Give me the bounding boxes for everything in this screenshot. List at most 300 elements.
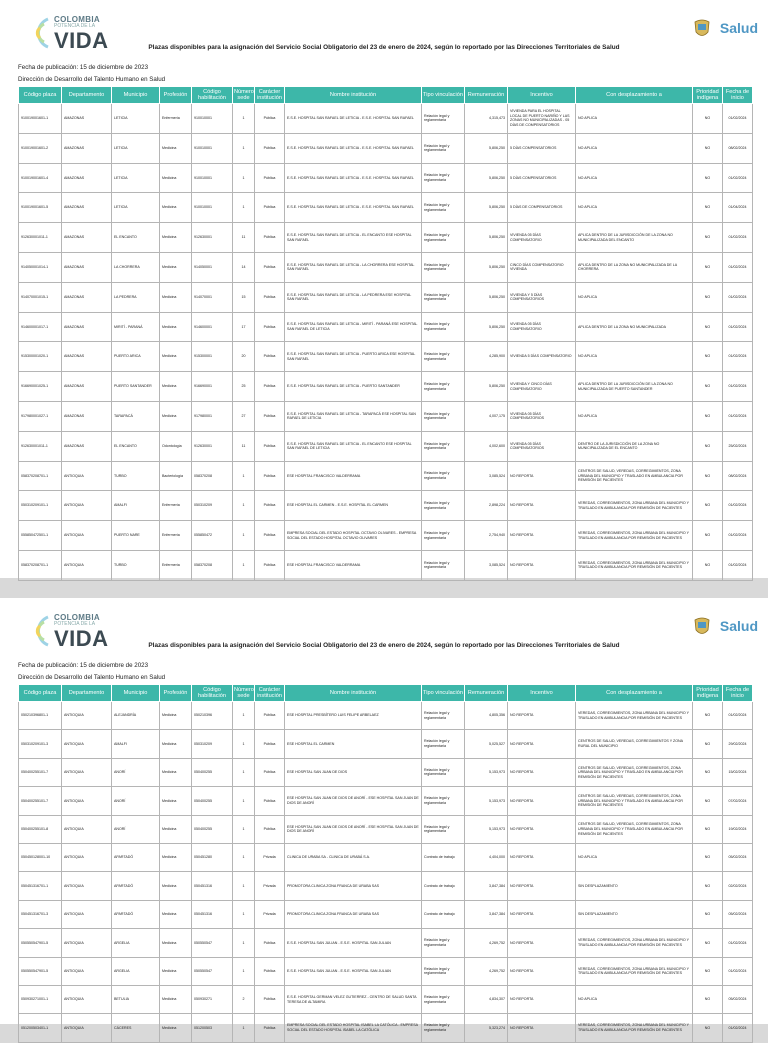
cell-municipality: PUERTO NARE [112, 521, 160, 551]
column-header-site: Número sede [233, 87, 255, 104]
cell-start: 01/02/2024 [723, 1014, 753, 1042]
cell-character: Pública [255, 929, 285, 957]
cell-profession: Medicina [160, 1014, 192, 1042]
cell-code: 912630001011-1 [19, 223, 62, 253]
cell-character: Pública [255, 702, 285, 730]
cell-start: 05/02/2024 [723, 985, 753, 1013]
cell-code: 051200503401-1 [19, 1014, 62, 1042]
table-row [19, 758, 753, 786]
cell-travel: NO APLICA [576, 985, 693, 1013]
cell-institution: ESE HOSPITAL SAN JUAN DE DIOS [285, 758, 422, 786]
cell-salary: 4,805,356 [465, 702, 508, 730]
table-row [19, 461, 753, 491]
cell-character: Pública [255, 282, 285, 312]
cell-character: Pública [255, 372, 285, 402]
cell-salary: 4,269,752 [465, 957, 508, 985]
table-row [19, 985, 753, 1013]
cell-salary: 5,806,250 [465, 133, 508, 163]
table-row [19, 104, 753, 134]
cell-travel: VEREDAS, CORREGIMIENTOS, ZONA URBANA DEL MUNICIPIO Y TRASLADO EN AMBULANCIA POR REMISIÓN DE PACIENTES [576, 957, 693, 985]
cell-site: 1 [233, 550, 255, 580]
cell-indigenous: NO [693, 431, 723, 461]
cell-travel: NO APLICA [576, 843, 693, 871]
cell-code: 058370208701-1 [19, 461, 62, 491]
cell-salary: 5,323,274 [465, 1014, 508, 1042]
cell-department: AMAZONAS [62, 133, 112, 163]
column-header-department: Departamento [62, 685, 112, 702]
cell-contract: Relación legal y reglamentaria [422, 372, 465, 402]
cell-travel: APLICA DENTRO DE LA ZONA NO MUNICIPALIZADA DE LA CHORRERA [576, 252, 693, 282]
cell-municipality: PUERTO ARICA [112, 342, 160, 372]
cell-start: 15/02/2024 [723, 758, 753, 786]
cell-department: ANTIOQUIA [62, 872, 112, 900]
cell-site: 1 [233, 133, 255, 163]
column-header-travel: Con desplazamiento a [576, 685, 693, 702]
cell-salary: 4,269,752 [465, 929, 508, 957]
cell-code: 058370208701-1 [19, 550, 62, 580]
cell-salary: 3,847,384 [465, 900, 508, 928]
column-header-code: Código plaza [19, 87, 62, 104]
cell-indigenous: NO [693, 787, 723, 815]
cell-profession: Enfermería [160, 550, 192, 580]
logo-arcs-icon [22, 16, 52, 50]
table-row [19, 342, 753, 372]
cell-salary: 4,285,900 [465, 342, 508, 372]
cell-institution: E.S.E. HOSPITAL SAN RAFAEL DE LETICIA - TARAPACÁ ESE HOSPITAL SAN RAFAEL DE LETICIA [285, 401, 422, 431]
cell-character: Pública [255, 815, 285, 843]
logo-text-potencia: POTENCIA DE LA [54, 23, 96, 29]
table-row [19, 843, 753, 871]
cell-department: ANTIOQUIA [62, 815, 112, 843]
column-header-salary: Remuneración [465, 685, 508, 702]
cell-institution: ESE HOSPITAL FRANCISCO VALDERRAMA [285, 550, 422, 580]
table-row [19, 491, 753, 521]
cell-code: 910019001601-5 [19, 193, 62, 223]
vacancies-table [18, 684, 753, 1043]
cell-indigenous: NO [693, 985, 723, 1013]
cell-indigenous: NO [693, 550, 723, 580]
cell-character: Pública [255, 342, 285, 372]
cell-indigenous: NO [693, 133, 723, 163]
cell-site: 1 [233, 521, 255, 551]
logo-text-vida: VIDA [54, 28, 109, 53]
cell-site: 2 [233, 985, 255, 1013]
cell-incentive: NO REPORTA [508, 872, 576, 900]
logo-text-colombia: COLOMBIA [54, 613, 100, 622]
cell-incentive: CINCO DÍAS COMPENSATORIO VIVIENDA [508, 252, 576, 282]
cell-site: 1 [233, 104, 255, 134]
cell-indigenous: NO [693, 163, 723, 193]
cell-institution: ESE HOSPITAL SAN JUAN DE DIOS DE ANORÍ - ESE HOSPITAL SAN JUAN DE DIOS DE ANORÍ [285, 787, 422, 815]
cell-habilitation: 914600001 [192, 312, 233, 342]
issuing-office: Dirección de Desarrollo del Talento Humano en Salud [18, 674, 166, 681]
cell-salary: 4,002,600 [465, 431, 508, 461]
cell-municipality: LETICIA [112, 133, 160, 163]
cell-start: 01/02/2024 [723, 401, 753, 431]
page-header [0, 0, 768, 54]
cell-incentive: NO REPORTA [508, 1014, 576, 1042]
cell-salary: 4,007,175 [465, 401, 508, 431]
cell-contract: Relación legal y reglamentaria [422, 1014, 465, 1042]
cell-incentive: VIVIENDA 5 DÍAS COMPENSATORIO [508, 342, 576, 372]
cell-habilitation: 050310209 [192, 730, 233, 758]
cell-start: 01/02/2024 [723, 342, 753, 372]
cell-indigenous: NO [693, 372, 723, 402]
column-header-salary: Remuneración [465, 87, 508, 104]
cell-incentive: NO REPORTA [508, 957, 576, 985]
cell-indigenous: NO [693, 461, 723, 491]
cell-salary: 5,806,250 [465, 372, 508, 402]
cell-code: 914600001017-1 [19, 312, 62, 342]
cell-department: ANTIOQUIA [62, 730, 112, 758]
cell-indigenous: NO [693, 872, 723, 900]
cell-department: ANTIOQUIA [62, 758, 112, 786]
cell-contract: Relación legal y reglamentaria [422, 342, 465, 372]
cell-profession: Medicina [160, 342, 192, 372]
cell-indigenous: NO [693, 929, 723, 957]
cell-site: 1 [233, 929, 255, 957]
cell-site: 1 [233, 730, 255, 758]
cell-contract: Relación legal y reglamentaria [422, 957, 465, 985]
column-header-travel: Con desplazamiento a [576, 87, 693, 104]
cell-salary: 5,806,250 [465, 282, 508, 312]
cell-municipality: EL ENCANTO [112, 431, 160, 461]
cell-institution: ESE HOSPITAL SAN JUAN DE DIOS DE ANORÍ - ESE HOSPITAL SAN JUAN DE DIOS DE ANORÍ [285, 815, 422, 843]
cell-institution: ESE HOSPITAL EL CARMEN [285, 730, 422, 758]
cell-travel: CENTROS DE SALUD, VEREDAS, CORREGIMIENTOS, ZONA URBANA DEL MUNICIPIO Y TRASLADO EN AMBULANCIA POR REMISIÓN DE PACIENTES [576, 461, 693, 491]
cell-department: AMAZONAS [62, 104, 112, 134]
cell-code: 917980001027-1 [19, 401, 62, 431]
cell-profession: Medicina [160, 815, 192, 843]
cell-start: 01/02/2024 [723, 282, 753, 312]
cell-start: 02/02/2024 [723, 872, 753, 900]
cell-municipality: EL ENCANTO [112, 223, 160, 253]
coat-of-arms-icon [692, 18, 712, 40]
colombia-vida-logo [22, 14, 122, 54]
table-row [19, 929, 753, 957]
cell-incentive: NO REPORTA [508, 702, 576, 730]
cell-site: 1 [233, 900, 255, 928]
cell-profession: Medicina [160, 282, 192, 312]
cell-travel: CENTROS DE SALUD, VEREDAS, CORREGIMIENTOS Y ZONA RURAL DEL MUNICIPIO [576, 730, 693, 758]
cell-profession: Medicina [160, 193, 192, 223]
cell-habilitation: 050310209 [192, 491, 233, 521]
cell-incentive: NO REPORTA [508, 929, 576, 957]
cell-profession: Medicina [160, 957, 192, 985]
cell-profession: Medicina [160, 133, 192, 163]
column-header-start: Fecha de inicio [723, 685, 753, 702]
cell-salary: 5,806,250 [465, 312, 508, 342]
table-row [19, 282, 753, 312]
cell-start: 01/02/2024 [723, 702, 753, 730]
cell-travel: VEREDAS, CORREGIMIENTOS, ZONA URBANA DEL MUNICIPIO Y TRASLADO EN AMBULANCIA POR REMISIÓN DE PACIENTES [576, 1014, 693, 1042]
cell-salary: 5,806,250 [465, 223, 508, 253]
cell-incentive: NO REPORTA [508, 758, 576, 786]
cell-department: AMAZONAS [62, 163, 112, 193]
column-header-profession: Profesión [160, 685, 192, 702]
cell-site: 1 [233, 815, 255, 843]
column-header-institution: Nombre institución [285, 685, 422, 702]
table-row [19, 312, 753, 342]
cell-start: 01/02/2024 [723, 252, 753, 282]
table-row [19, 900, 753, 928]
cell-municipality: ANORÍ [112, 815, 160, 843]
cell-profession: Medicina [160, 985, 192, 1013]
cell-site: 14 [233, 252, 255, 282]
cell-salary: 3,085,524 [465, 461, 508, 491]
cell-indigenous: NO [693, 758, 723, 786]
column-header-profession: Profesión [160, 87, 192, 104]
cell-code: 055850472501-1 [19, 521, 62, 551]
cell-character: Pública [255, 252, 285, 282]
document-title: Plazas disponibles para la asignación del Servicio Social Obligatorio del 23 de enero de 2024, según lo reportado por las Direcciones Territoriales de Salud [148, 642, 620, 649]
table-row [19, 702, 753, 730]
cell-department: ANTIOQUIA [62, 491, 112, 521]
cell-character: Pública [255, 550, 285, 580]
cell-institution: CLINICA DE URABA SA - CLINICA DE URABÁ S.A. [285, 843, 422, 871]
table-row [19, 815, 753, 843]
cell-department: ANTIOQUIA [62, 929, 112, 957]
cell-salary: 2,898,224 [465, 491, 508, 521]
cell-contract: Relación legal y reglamentaria [422, 163, 465, 193]
cell-institution: E.S.E. HOSPITAL SAN JULIAN - E.S.E. HOSPITAL SAN JULIAN [285, 929, 422, 957]
cell-start: 01/02/2024 [723, 312, 753, 342]
cell-character: Pública [255, 758, 285, 786]
cell-municipality: ARGELIA [112, 929, 160, 957]
table-header-row [19, 87, 753, 104]
cell-municipality: PUERTO SANTANDER [112, 372, 160, 402]
ministry-logo [720, 20, 758, 42]
column-header-municipality: Municipio [112, 685, 160, 702]
cell-salary: 5,806,250 [465, 163, 508, 193]
cell-institution: E.S.E. HOSPITAL SAN RAFAEL DE LETICIA - E.S.E. HOSPITAL SAN RAFAEL [285, 104, 422, 134]
cell-habilitation: 910010001 [192, 133, 233, 163]
cell-salary: 3,085,524 [465, 550, 508, 580]
cell-salary: 2,754,940 [465, 521, 508, 551]
cell-character: Pública [255, 787, 285, 815]
cell-start: 19/02/2024 [723, 815, 753, 843]
cell-incentive: VIVIENDA 05 DÍAS COMPENSATORIO [508, 223, 576, 253]
cell-code: 050310209101-3 [19, 730, 62, 758]
cell-contract: Relación legal y reglamentaria [422, 550, 465, 580]
cell-habilitation: 050451316 [192, 900, 233, 928]
cell-travel: NO APLICA [576, 193, 693, 223]
cell-habilitation: 915300001 [192, 342, 233, 372]
table-row [19, 1014, 753, 1042]
cell-municipality: LETICIA [112, 104, 160, 134]
cell-contract: Relación legal y reglamentaria [422, 702, 465, 730]
cell-site: 1 [233, 461, 255, 491]
cell-incentive: NO REPORTA [508, 985, 576, 1013]
cell-contract: Relación legal y reglamentaria [422, 223, 465, 253]
cell-institution: EMPRESA SOCIAL DEL ESTADO HOSPITAL OCTAVIO OLIVARES - EMPRESA SOCIAL DEL ESTADO HOSPITAL OCTAVIO OLIVARES [285, 521, 422, 551]
cell-indigenous: NO [693, 900, 723, 928]
table-row [19, 372, 753, 402]
cell-institution: E.S.E. HOSPITAL SAN RAFAEL DE LETICIA - EL ENCANTO ESE HOSPITAL SAN RAFAEL DE LETICIA [285, 431, 422, 461]
cell-contract: Relación legal y reglamentaria [422, 431, 465, 461]
cell-character: Pública [255, 461, 285, 491]
column-header-incentive: Incentivo [508, 87, 576, 104]
vacancies-table [18, 86, 753, 581]
cell-code: 050930271001-1 [19, 985, 62, 1013]
table-row [19, 431, 753, 461]
cell-municipality: TURBO [112, 461, 160, 491]
cell-code: 050550547901-5 [19, 929, 62, 957]
cell-municipality: AMALFI [112, 730, 160, 758]
cell-travel: VEREDAS, CORREGIMIENTOS, ZONA URBANA DEL MUNICIPIO Y TRASLADO EN AMBULANCIA POR REMISIÓN DE PACIENTES [576, 491, 693, 521]
cell-municipality: TARAPACÁ [112, 401, 160, 431]
cell-contract: Contrato de trabajo [422, 872, 465, 900]
cell-site: 1 [233, 957, 255, 985]
logo-text-colombia: COLOMBIA [54, 15, 100, 24]
cell-code: 050400255101-7 [19, 758, 62, 786]
cell-travel: CENTROS DE SALUD, VEREDAS, CORREGIMIENTOS, ZONA URBANA DEL MUNICIPIO Y TRASLADO EN AMBULANCIA POR REMISIÓN DE PACIENTES [576, 758, 693, 786]
cell-institution: ESE HOSPITAL PRESBÍTERO LUIS FELIPE ARBELAEZ [285, 702, 422, 730]
page-header [0, 598, 768, 652]
cell-profession: Medicina [160, 401, 192, 431]
cell-site: 25 [233, 372, 255, 402]
cell-start: 01/02/2024 [723, 491, 753, 521]
cell-incentive: NO REPORTA [508, 730, 576, 758]
cell-profession: Enfermería [160, 491, 192, 521]
table-row [19, 193, 753, 223]
cell-contract: Relación legal y reglamentaria [422, 461, 465, 491]
cell-municipality: LETICIA [112, 193, 160, 223]
cell-travel: NO APLICA [576, 401, 693, 431]
cell-department: AMAZONAS [62, 401, 112, 431]
cell-travel: CENTROS DE SALUD, VEREDAS, CORREGIMIENTOS, ZONA URBANA DEL MUNICIPIO Y TRASLADO EN AMBULANCIA POR REMISIÓN DE PACIENTES [576, 787, 693, 815]
publication-date: Fecha de publicación: 15 de diciembre de 2023 [18, 64, 149, 71]
cell-code: 050400255101-7 [19, 787, 62, 815]
cell-indigenous: NO [693, 702, 723, 730]
cell-start: 08/02/2024 [723, 461, 753, 491]
cell-site: 1 [233, 702, 255, 730]
cell-department: ANTIOQUIA [62, 461, 112, 491]
cell-character: Pública [255, 193, 285, 223]
cell-municipality: APARTADÓ [112, 843, 160, 871]
cell-character: Pública [255, 401, 285, 431]
cell-site: 11 [233, 223, 255, 253]
cell-code: 915300001020-1 [19, 342, 62, 372]
cell-habilitation: 916690001 [192, 372, 233, 402]
cell-code: 050210396801-1 [19, 702, 62, 730]
cell-habilitation: 050930271 [192, 985, 233, 1013]
cell-start: 01/02/2024 [723, 957, 753, 985]
cell-habilitation: 058370208 [192, 461, 233, 491]
cell-habilitation: 051200503 [192, 1014, 233, 1042]
column-header-site: Número sede [233, 685, 255, 702]
cell-profession: Medicina [160, 702, 192, 730]
cell-municipality: ALEJANDRÍA [112, 702, 160, 730]
cell-salary: 4,834,307 [465, 985, 508, 1013]
cell-habilitation: 050550547 [192, 957, 233, 985]
cell-habilitation: 910010001 [192, 163, 233, 193]
cell-department: AMAZONAS [62, 252, 112, 282]
table-row [19, 872, 753, 900]
cell-institution: E.S.E. HOSPITAL SAN RAFAEL DE LETICIA - E.S.E. HOSPITAL SAN RAFAEL [285, 193, 422, 223]
column-header-habilitation: Código habilitación [192, 685, 233, 702]
cell-municipality: LA CHORRERA [112, 252, 160, 282]
cell-salary: 5,153,973 [465, 758, 508, 786]
cell-department: ANTIOQUIA [62, 702, 112, 730]
cell-travel: NO APLICA [576, 133, 693, 163]
cell-department: ANTIOQUIA [62, 957, 112, 985]
cell-code: 914050001014-1 [19, 252, 62, 282]
cell-character: Privada [255, 900, 285, 928]
cell-department: AMAZONAS [62, 282, 112, 312]
column-header-department: Departamento [62, 87, 112, 104]
cell-incentive: NO REPORTA [508, 521, 576, 551]
cell-institution: E.S.E. HOSPITAL SAN RAFAEL DE LETICIA - PUERTO ARICA ESE HOSPITAL SAN RAFAEL [285, 342, 422, 372]
table-row [19, 133, 753, 163]
column-header-character: Carácter institución [255, 87, 285, 104]
cell-habilitation: 050400255 [192, 758, 233, 786]
cell-travel: DENTRO DE LA JURISDICCIÓN DE LA ZONA NO MUNICIPALIZADA DE EL ENCANTO [576, 431, 693, 461]
cell-start: 01/02/2024 [723, 929, 753, 957]
cell-start: 01/02/2024 [723, 372, 753, 402]
column-header-municipality: Municipio [112, 87, 160, 104]
cell-institution: EMPRESA SOCIAL DEL ESTADO HOSPITAL ISABEL LA CATÓLICA - EMPRESA SOCIAL DEL ESTADO HOSPITAL ISABEL LA CATÓLICA [285, 1014, 422, 1042]
cell-contract: Relación legal y reglamentaria [422, 929, 465, 957]
cell-character: Pública [255, 985, 285, 1013]
column-header-habilitation: Código habilitación [192, 87, 233, 104]
cell-contract: Relación legal y reglamentaria [422, 312, 465, 342]
cell-site: 1 [233, 758, 255, 786]
cell-travel: CENTROS DE SALUD, VEREDAS, CORREGIMIENTOS, ZONA URBANA DEL MUNICIPIO Y TRASLADO EN AMBULANCIA POR REMISIÓN DE PACIENTES [576, 815, 693, 843]
document-title: Plazas disponibles para la asignación del Servicio Social Obligatorio del 23 de enero de 2024, según lo reportado por las Direcciones Territoriales de Salud [148, 44, 620, 51]
cell-profession: Medicina [160, 163, 192, 193]
cell-salary: 5,153,973 [465, 787, 508, 815]
cell-contract: Relación legal y reglamentaria [422, 985, 465, 1013]
cell-habilitation: 910010001 [192, 104, 233, 134]
cell-code: 910019001601-1 [19, 104, 62, 134]
cell-municipality: ANORÍ [112, 787, 160, 815]
column-header-code: Código plaza [19, 685, 62, 702]
cell-institution: E.S.E. HOSPITAL SAN RAFAEL DE LETICIA - EL ENCANTO ESE HOSPITAL SAN RAFAEL [285, 223, 422, 253]
cell-travel: NO APLICA [576, 282, 693, 312]
cell-department: AMAZONAS [62, 342, 112, 372]
cell-profession: Medicina [160, 843, 192, 871]
cell-habilitation: 058370208 [192, 550, 233, 580]
cell-character: Pública [255, 104, 285, 134]
cell-department: ANTIOQUIA [62, 843, 112, 871]
cell-travel: APLICA DENTRO DE LA ZONA NO MUNICIPALIZADA [576, 312, 693, 342]
cell-start: 01/02/2024 [723, 104, 753, 134]
cell-character: Privada [255, 872, 285, 900]
cell-site: 17 [233, 312, 255, 342]
cell-salary: 5,806,250 [465, 252, 508, 282]
cell-department: ANTIOQUIA [62, 985, 112, 1013]
issuing-office: Dirección de Desarrollo del Talento Humano en Salud [18, 76, 166, 83]
column-header-start: Fecha de inicio [723, 87, 753, 104]
cell-site: 1 [233, 787, 255, 815]
cell-habilitation: 910010001 [192, 193, 233, 223]
cell-code: 910019001601-2 [19, 133, 62, 163]
cell-profession: Medicina [160, 900, 192, 928]
table-row [19, 252, 753, 282]
ministry-name: Salud [719, 20, 758, 36]
cell-contract: Relación legal y reglamentaria [422, 193, 465, 223]
cell-department: ANTIOQUIA [62, 900, 112, 928]
cell-start: 25/02/2024 [723, 431, 753, 461]
cell-salary: 5,806,250 [465, 193, 508, 223]
cell-institution: E.S.E. HOSPITAL SAN JULIAN - E.S.E. HOSPITAL SAN JULIAN [285, 957, 422, 985]
cell-institution: E.S.E. HOSPITAL SAN RAFAEL DE LETICIA - MIRITÍ - PARANÁ ESE HOSPITAL SAN RAFAEL DE LETICIA [285, 312, 422, 342]
cell-indigenous: NO [693, 815, 723, 843]
cell-indigenous: NO [693, 312, 723, 342]
table-row [19, 550, 753, 580]
cell-profession: Medicina [160, 223, 192, 253]
